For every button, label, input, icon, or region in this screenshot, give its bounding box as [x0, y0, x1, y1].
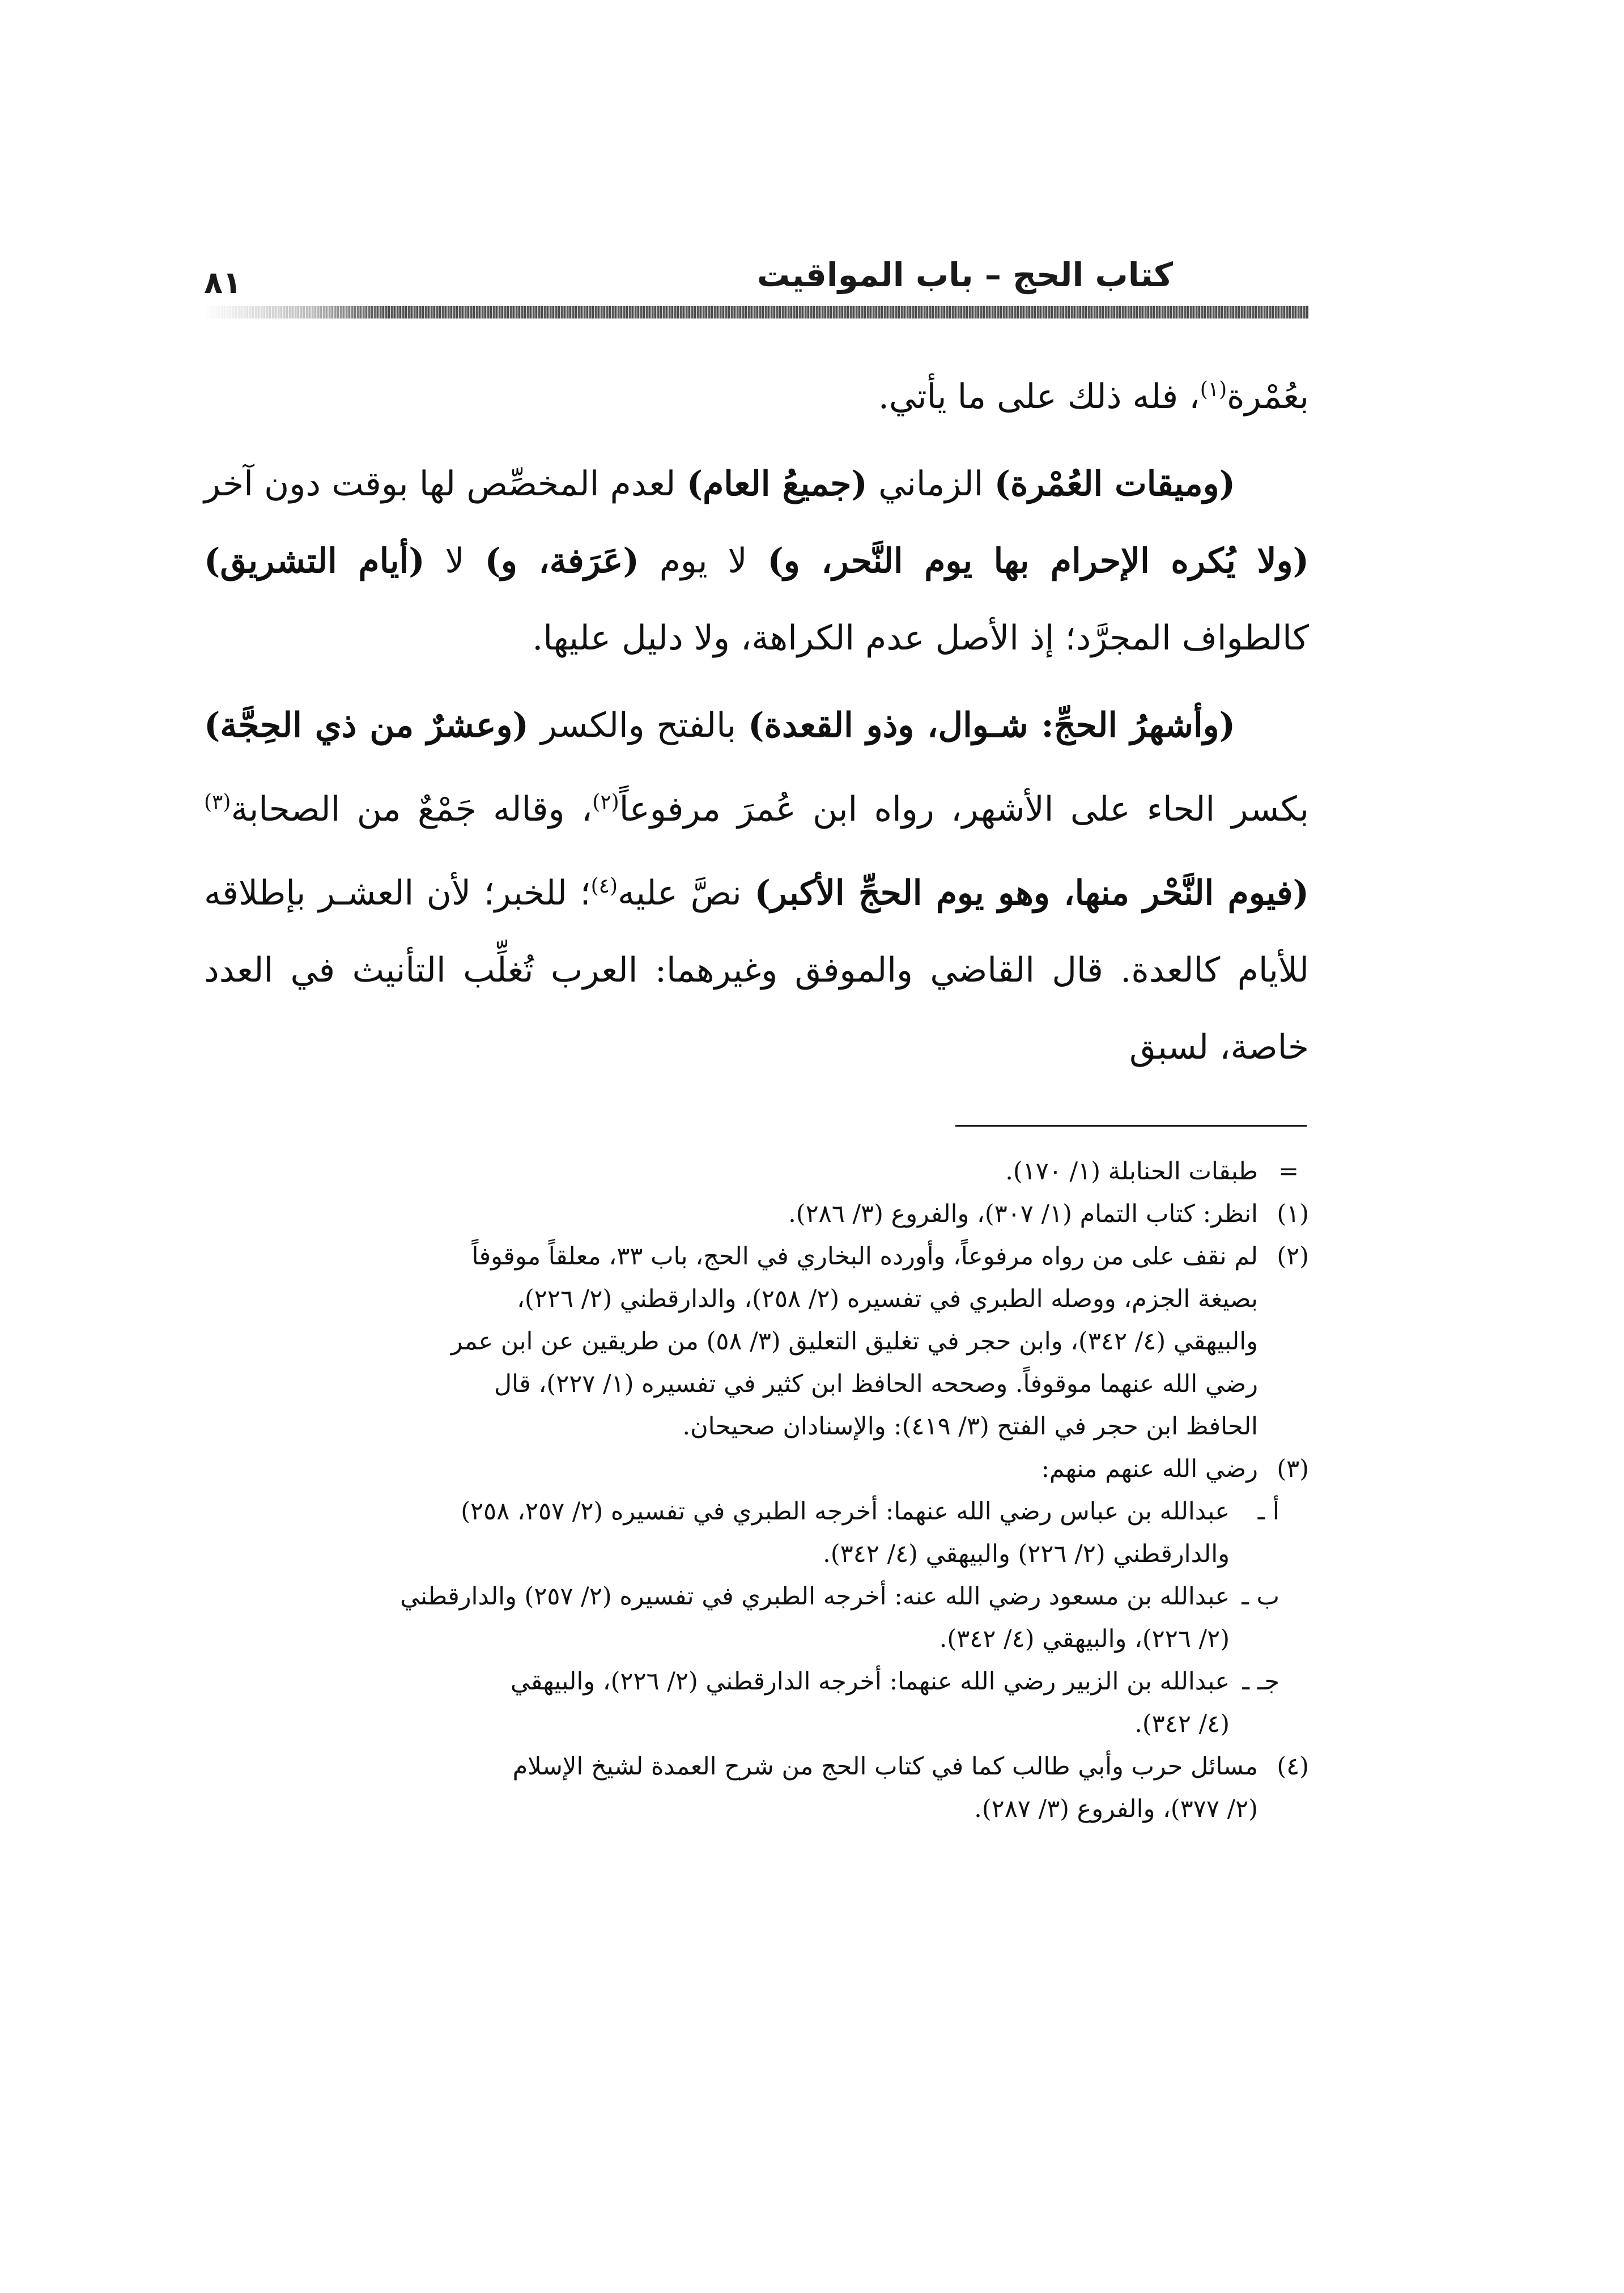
paragraph-1 — [204, 351, 1309, 435]
footnote-ref-2: (٢) — [592, 791, 619, 814]
footnote-3-item-b — [204, 1576, 1309, 1661]
footnote-2 — [204, 1235, 1309, 1448]
footnote-line: الحافظ ابن حجر في الفتح (٣/ ٤١٩): والإسنادان صحيحان. — [682, 1412, 1258, 1441]
footnote-line: رضي الله عنهما موقوفاً. وصححه الحافظ ابن كثير في تفسيره (١/ ٢٢٧)، قال — [494, 1370, 1258, 1398]
footnote-continuation — [204, 1150, 1309, 1193]
text-run: بالفتح والكسر — [528, 706, 749, 745]
text-run: ، فله ذلك على ما يأتي. — [878, 377, 1200, 417]
text-run: الزماني — [867, 464, 994, 504]
header-rule-fade — [204, 306, 385, 319]
footnote-line: والدارقطني (٢/ ٢٢٦) والبيهقي (٤/ ٣٤٢). — [823, 1540, 1230, 1568]
footnote-sub-marker: ب ـ — [1242, 1582, 1279, 1611]
chapter-title: كتاب الحج – باب المواقيت — [756, 256, 1173, 294]
footnote-marker: (٢) — [1277, 1242, 1309, 1271]
text-run: ؛ للخبر؛ لأن العشـر بإطلاقه للأيام كالعدة. قال القاضي والموفق وغيرهما: العرب تُغلِّب التأنيث في العدد خاصة، لسبق — [204, 873, 1309, 1067]
running-header — [204, 252, 1309, 303]
footnote-4 — [204, 1746, 1309, 1831]
bold-run: (أيام التشريق) — [204, 541, 425, 581]
footnote-line: بصيغة الجزم، ووصله الطبري في تفسيره (٢/ ٢٥٨)، والدارقطني (٢/ ٢٢٦)، — [517, 1285, 1258, 1313]
bold-run: (وأشهرُ الحجِّ: شـوال، وذو القعدة) — [748, 706, 1235, 745]
paragraph-2 — [204, 445, 1309, 677]
footnote-line: عبدالله بن الزبير رضي الله عنهما: أخرجه الدارقطني (٢/ ٢٢٦)، والبيهقي — [510, 1667, 1230, 1696]
bold-run: (فيوم النَّحْر منها، وهو يوم الحجِّ الأكبر) — [754, 873, 1309, 913]
footnote-3-item-c — [204, 1661, 1309, 1746]
footnote-line: عبدالله بن عباس رضي الله عنهما: أخرجه الطبري في تفسيره (٢/ ٢٥٧، ٢٥٨) — [461, 1497, 1230, 1526]
footnote-marker: (١) — [1277, 1200, 1309, 1228]
footnote-line: والبيهقي (٤/ ٣٤٢)، وابن حجر في تغليق التعليق (٣/ ٥٨) من طريقين عن ابن عمر — [450, 1327, 1258, 1356]
text-run: بكسر الحاء على الأشهر، رواه ابن عُمرَ مرفوعاً — [619, 789, 1309, 829]
main-text — [204, 351, 1309, 1096]
footnote-line: مسائل حرب وأبي طالب كما في كتاب الحج من شرح العمدة لشيخ الإسلام — [512, 1752, 1258, 1781]
paragraph-3 — [204, 687, 1309, 1086]
footnote-marker: = — [1278, 1157, 1299, 1186]
bold-run: (عَرَفة، و) — [484, 541, 639, 581]
footnote-marker: (٣) — [1277, 1455, 1309, 1483]
footnote-line: (٢/ ٣٧٧)، والفروع (٣/ ٢٨٧). — [974, 1795, 1258, 1823]
bold-run: (وعشرٌ من ذي الحِجَّة) — [204, 706, 529, 745]
bold-run: (ولا يُكره الإحرام بها يوم النَّحر، و) — [767, 541, 1310, 581]
footnote-3 — [204, 1448, 1309, 1491]
footnote-separator — [955, 1125, 1307, 1127]
page-number: ٨١ — [204, 265, 241, 300]
footnote-line: رضي الله عنهم منهم: — [1041, 1455, 1258, 1483]
footnote-ref-1: (١) — [1200, 378, 1227, 401]
footnote-line: انظر: كتاب التمام (١/ ٣٠٧)، والفروع (٣/ ٢٨٦). — [788, 1200, 1258, 1228]
footnote-ref-4: (٤) — [590, 874, 618, 898]
footnotes — [204, 1150, 1309, 1831]
text-run: نصَّ عليه — [618, 873, 755, 913]
footnote-line: طبقات الحنابلة (١/ ١٧٠). — [1005, 1157, 1258, 1186]
bold-run: (جميعُ العام) — [686, 464, 868, 504]
text-run: ، وقاله جَمْعٌ من الصحابة — [231, 789, 593, 829]
footnote-sub-marker: جـ ـ — [1242, 1667, 1279, 1696]
text-run: لعدم المخصِّص لها بوقت دون آخر — [204, 464, 687, 504]
footnote-line: لم نقف على من رواه مرفوعاً، وأورده البخاري في الحج، باب ٣٣، معلقاً موقوفاً — [471, 1242, 1258, 1271]
footnote-1 — [204, 1193, 1309, 1235]
footnote-ref-3: (٣) — [204, 791, 231, 814]
text-run: كالطواف المجرَّد؛ إذ الأصل عدم الكراهة، ولا دليل عليها. — [532, 618, 1309, 658]
text-run: بعُمْرة — [1227, 377, 1309, 417]
footnote-sub-marker: أ ـ — [1257, 1497, 1279, 1526]
text-run: لا يوم — [639, 541, 768, 581]
text-run: لا — [424, 541, 485, 581]
footnote-line: (٤/ ٣٤٢). — [1134, 1710, 1230, 1738]
footnote-line: عبدالله بن مسعود رضي الله عنه: أخرجه الطبري في تفسيره (٢/ ٢٥٧) والدارقطني — [400, 1582, 1230, 1611]
footnote-marker: (٤) — [1277, 1752, 1309, 1781]
footnote-3-item-a — [204, 1491, 1309, 1576]
footnote-line: (٢/ ٢٢٦)، والبيهقي (٤/ ٣٤٢). — [939, 1625, 1230, 1653]
bold-run: (وميقات العُمْرة) — [994, 464, 1235, 504]
